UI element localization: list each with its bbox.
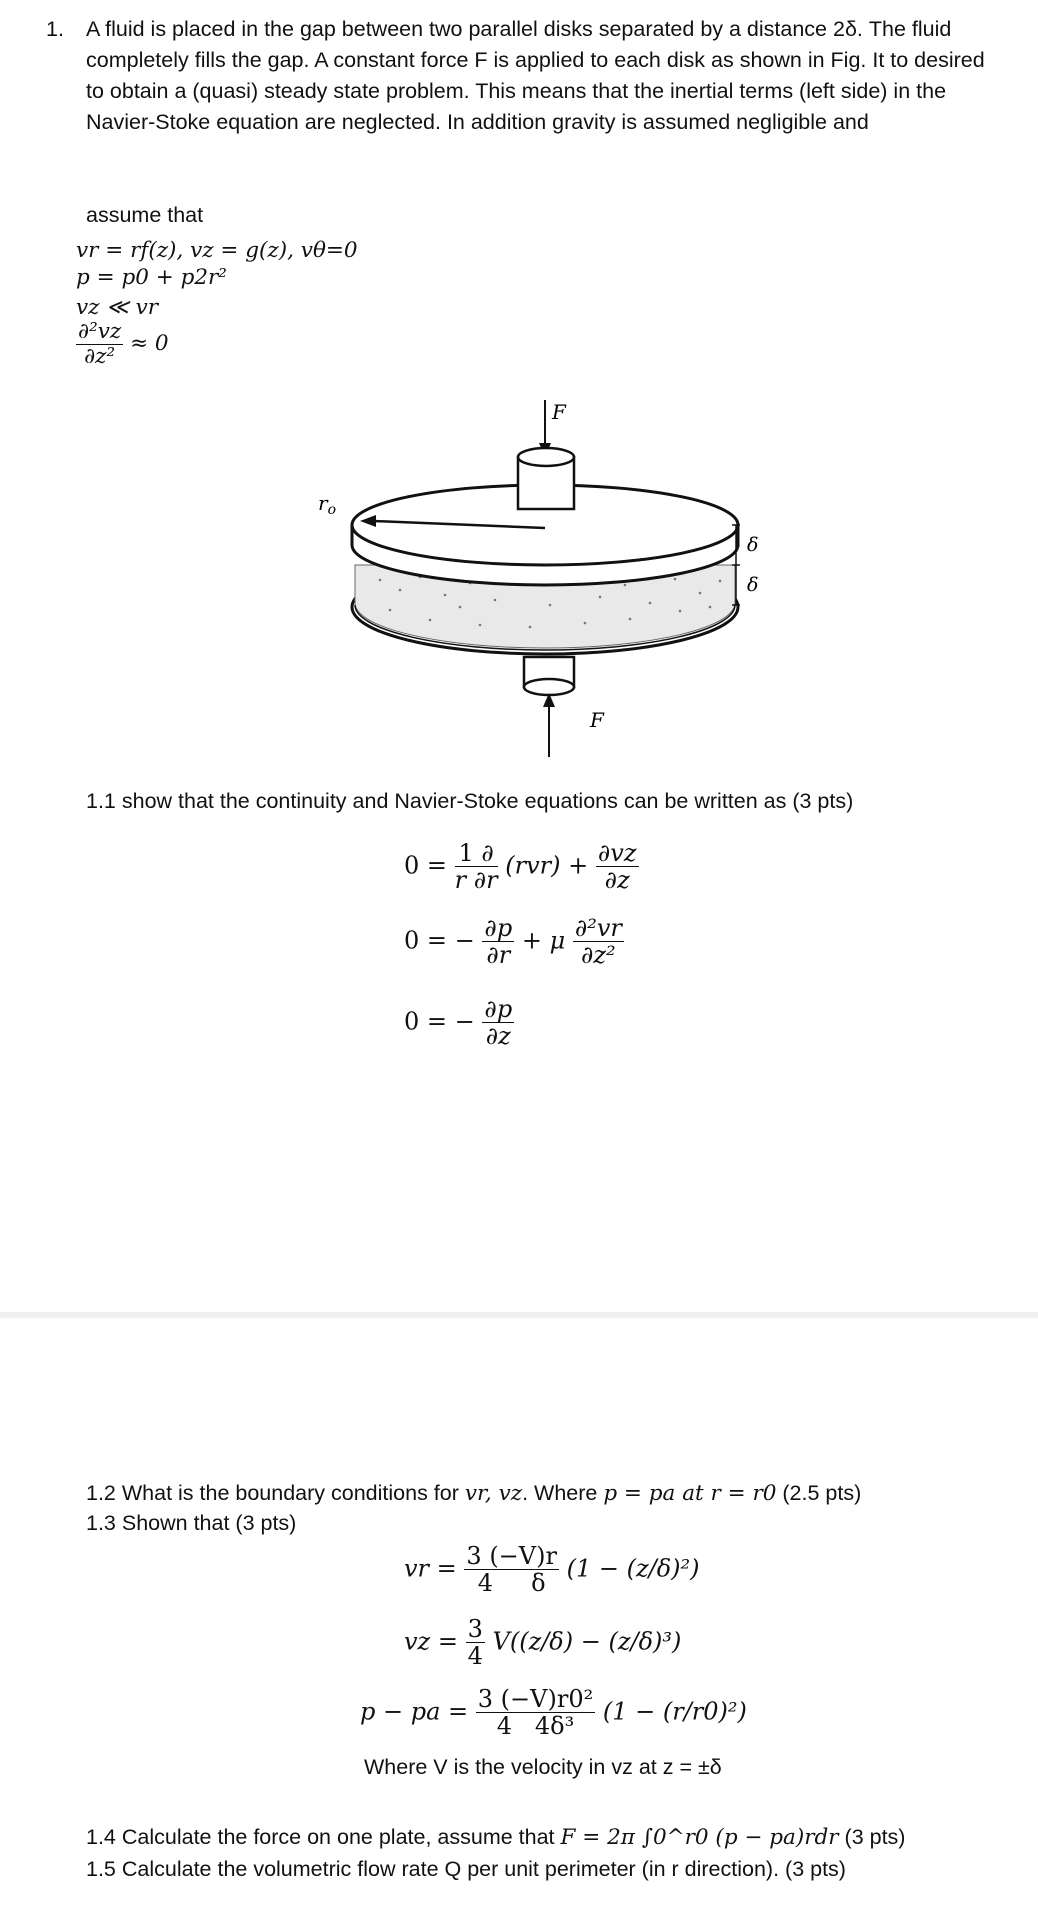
eq2-lhs: 0 = xyxy=(404,926,448,955)
force-label-bottom: F xyxy=(590,708,604,732)
question-1-5: 1.5 Calculate the volumetric flow rate Q per unit perimeter (in r direction). (3 pts) xyxy=(86,1857,846,1881)
vr-frac-num: 3 (−V)r xyxy=(466,1542,557,1570)
q1-2-text-b: . Where xyxy=(522,1481,604,1505)
vz-solution xyxy=(404,1616,681,1670)
eq1-frac2-den: ∂z xyxy=(604,866,630,895)
p-lhs: p − pa = xyxy=(360,1697,469,1726)
eq1-mid: (rvr) + xyxy=(505,851,589,880)
p-frac-den: 4 4δ³ xyxy=(496,1712,575,1741)
vr-lhs: vr = xyxy=(404,1554,457,1583)
question-1-4 xyxy=(86,1822,905,1853)
delta-label-lower: δ xyxy=(747,574,759,596)
pressure-solution xyxy=(360,1686,747,1740)
eq1-lhs: 0 = xyxy=(404,851,448,880)
page-bottom xyxy=(0,1318,1038,1920)
force-label-top: F xyxy=(552,400,566,424)
assumption-pressure: p = p0 + p2r² xyxy=(76,265,227,290)
eq2-frac2-num: ∂²vr xyxy=(574,914,622,942)
eq2-mid: + μ xyxy=(521,926,566,955)
eq1-frac2-num: ∂vz xyxy=(597,839,637,867)
eq1-frac1-den: r ∂r xyxy=(454,866,498,895)
q1-4-text-b: (3 pts) xyxy=(838,1825,906,1849)
continuity-equation xyxy=(404,840,639,894)
radius-label-r: r xyxy=(318,491,328,515)
q1-2-text-a: 1.2 What is the boundary conditions for xyxy=(86,1481,465,1505)
assumption-frac-num: ∂²vz xyxy=(78,319,122,344)
assumption-frac-den: ∂z² xyxy=(84,343,116,369)
q1-2-text-c: (2.5 pts) xyxy=(776,1481,862,1505)
assumption-approx: ≈ 0 xyxy=(130,331,169,357)
assumption-velocity: vr = rf(z), vz = g(z), vθ=0 xyxy=(76,238,358,263)
bottom-cylinder-cap xyxy=(524,679,574,695)
problem-number: 1. xyxy=(46,17,64,41)
problem-intro: A fluid is placed in the gap between two parallel disks separated by a distance 2δ. The fluid completely fills the gap. A constant force F is applied to each disk as shown in Fig. It to desired to obtain a (quasi) steady state problem. This means that the inertial terms (left side) in the Navier-Stoke equation are neglected. In addition gravity is assumed negligible and xyxy=(86,17,985,134)
eq2-frac2-den: ∂z² xyxy=(581,941,616,970)
assumption-vz-small: vz ≪ vr xyxy=(76,295,159,320)
delta-label-upper: δ xyxy=(747,534,759,556)
assume-label: assume that xyxy=(86,203,204,227)
eq3-minus: − xyxy=(454,1007,475,1036)
vz-rest: V((z/δ) − (z/δ)³) xyxy=(492,1627,682,1656)
q1-2-math2: p = pa at r = r0 xyxy=(603,1481,777,1506)
vr-rest: (1 − (z/δ)²) xyxy=(566,1554,700,1583)
radius-label-sub: o xyxy=(327,502,336,518)
p-frac-num: 3 (−V)r0² xyxy=(477,1685,594,1713)
assumption-second-derivative xyxy=(76,320,169,368)
question-1-2 xyxy=(86,1478,861,1509)
eq3-frac-den: ∂z xyxy=(485,1022,511,1051)
axial-momentum-equation xyxy=(404,996,514,1050)
question-1-3: 1.3 Shown that (3 pts) xyxy=(86,1511,297,1535)
vr-solution xyxy=(404,1543,700,1597)
top-cylinder-cap xyxy=(518,448,574,466)
q1-2-math: vr, vz xyxy=(464,1481,523,1506)
eq2-frac1-den: ∂r xyxy=(486,941,511,970)
vz-frac-den: 4 xyxy=(467,1642,483,1671)
vr-frac-den: 4 δ xyxy=(477,1569,546,1598)
vz-frac-num: 3 xyxy=(467,1615,483,1643)
eq2-minus: − xyxy=(454,926,475,955)
eq3-frac-num: ∂p xyxy=(484,995,513,1023)
eq3-lhs: 0 = xyxy=(404,1007,448,1036)
eq1-frac1-num: 1 ∂ xyxy=(455,840,498,867)
radius-label xyxy=(318,491,336,518)
q1-4-text-a: 1.4 Calculate the force on one plate, assume that xyxy=(86,1825,561,1849)
p-rest: (1 − (r/r0)²) xyxy=(602,1697,747,1726)
q1-4-math: F = 2π ∫0^r0 (p − pa)rdr xyxy=(560,1825,839,1850)
question-1-1: 1.1 show that the continuity and Navier-Stoke equations can be written as (3 pts) xyxy=(86,789,854,813)
eq2-frac1-num: ∂p xyxy=(484,914,513,942)
radial-momentum-equation xyxy=(404,915,624,969)
vz-lhs: vz = xyxy=(404,1627,458,1656)
disk-figure xyxy=(300,395,780,765)
where-v-definition: Where V is the velocity in vz at z = ±δ xyxy=(364,1755,722,1779)
